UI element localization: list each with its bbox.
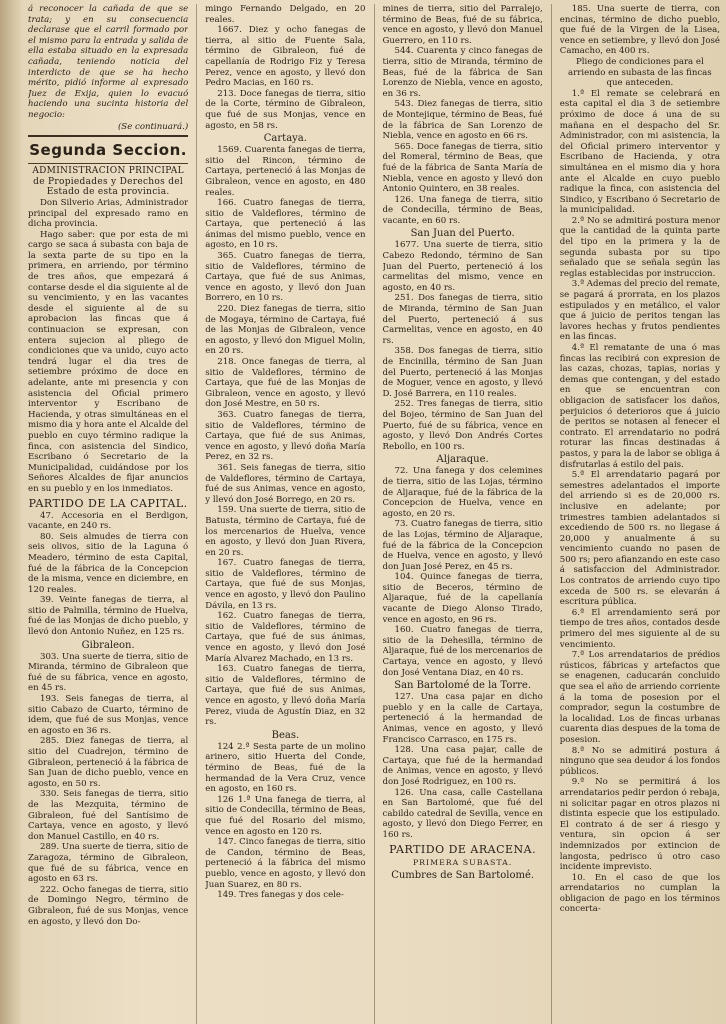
town-heading: San Juan del Puerto.: [410, 228, 515, 240]
listing-entry: 1667. Diez y ocho fanegas de tierra, al sitio de Fuente Sala, término de Gibraleon, fué de capellanía de Rodrigo Fiz y Teresa Perez, vence en agosto, y llevó don Pedro Macias, en 160 rs.: [205, 25, 366, 89]
admin-title: ADMINISTRACION PRINCIPAL de Propiedades y Derechos del Estado de esta provincia.: [32, 166, 184, 198]
column-3: [383, 4, 543, 1024]
listing-entry: 104. Quince fanegas de tierra, sitio de Beceros, término de Aljaraque, fué de la capellanía vacante de Diego Alonso Tirado, vence en agosto, en 96 rs.: [382, 572, 543, 625]
listing-entry: 47. Accesoria en el Berdigon, vacante, en 240 rs.: [28, 510, 189, 532]
partido-heading: PARTIDO DE ARACENA.: [389, 842, 537, 856]
listing-entry: 166. Cuatro fanegas de tierra, sitio de Valdeflores, término de Cartaya, que perteneció á las ánimas del mismo pueblo, vence en agosto, en 10 rs.: [205, 198, 366, 251]
condition-paragraph: 9.ª No se permitirá á los arrendatarios pedir perdon ó rebaja, ni solicitar pagar en otros plazos ni distinta especie que los estipulado. El contrato á de ser á riesgo y ventura, sin opcion á ser indemnizados por extincion de langosta, pedrisco ú otro caso incidente imprevisto.: [559, 777, 720, 873]
listing-entry: 167. Cuatro fanegas de tierra, sitio de Valdeflores, término de Cartaya, que fué de sus Monjas, vence en agosto, y llevó don Paulino Dávila, en 13 rs.: [205, 558, 366, 611]
listing-entry: 126. Una casa, calle Castellana en San Bartolomé, que fué del cabildo catedral de Sevilla, vence en agosto, y llevó don Diego Ferrer, en 160 rs.: [382, 787, 543, 840]
listing-entry: 222. Ocho fanegas de tierra, sitio de Domingo Negro, término de Gibraleon, fué de sus Monjas, vence en agosto, y llevó don Do-: [28, 884, 189, 927]
listing-entry: 365. Cuatro fanegas de tierra, sitio de Valdeflores, término de Cartaya, que fué de sus Animas, vence en agosto, y llevó don Juan Borrero, en 10 rs.: [205, 251, 366, 304]
listing-entry: 358. Dos fanegas de tierra, sitio de Encinilla, término de San Juan del Puerto, perteneció á las Monjas de Moguer, vence en agosto, y llevó D. José Barrera, en 110 reales.: [382, 346, 543, 399]
listing-entry: 126 1.ª Una fanega de tierra, al sitio de Condecilla, término de Beas, que fué del Rosario del mismo, vence en agosto en 120 rs.: [205, 794, 366, 837]
listing-entry: 163. Cuatro fanegas de tierra, sitio de Valdeflores, término de Cartaya, que fué de sus Animas, vence en agosto, y llevó doña María Perez, viuda de Agustín Diaz, en 32 rs.: [205, 664, 366, 728]
column-4: [560, 4, 720, 1024]
town-heading: Beas.: [271, 729, 300, 741]
column-1: [28, 4, 188, 1024]
listing-entry: 361. Seis fanegas de tierra, sitio de Valdeflores, término de Cartaya, fué de sus Animas, vence en agosto, y llevó don José Borrego, en 20 rs.: [205, 462, 366, 505]
subasta-heading: PRIMERA SUBASTA.: [412, 857, 513, 867]
condition-paragraph: 8.ª No se admitirá postura á ninguno que sea deudor á los fondos públicos.: [559, 745, 720, 777]
listing-entry: 251. Dos fanegas de tierra, sitio de Miranda, término de San Juan del Puerto, perteneció á sus Carmelitas, vence en agosto, en 40 rs.: [382, 293, 543, 346]
listing-entry: 565. Doce fanegas de tierra, sitio del Romeral, término de Beas, que fué de la fábrica de Santa María de Niebla, vence en agosto y llevó don Antonio Quintero, en 38 reales.: [382, 141, 543, 195]
town-heading: San Bartolomé de la Torre.: [394, 680, 532, 692]
listing-entry: 285. Diez fanegas de tierra, al sitio del Cuadrejon, término de Gibraleon, perteneció á la fábrica de San Juan de dicho pueblo, vence en agosto, en 50 rs.: [28, 736, 189, 789]
listing-entry: 193. Seis fanegas de tierra, al sitio Cabazo de Cuarto, término de idem, que fué de sus Monjas, vence en agosto en 36 rs.: [28, 694, 189, 736]
listing-entry: 252. Tres fanegas de tierra, sitio del Bojeo, término de San Juan del Puerto, fué de su fábrica, vence en agosto, y llevó Don Andrés Cortes Rebollo, en 100 rs.: [382, 399, 543, 452]
listing-entry: 363. Cuatro fanegas de tierra, sitio de Valdeflores, término de Cartaya, que fué de sus Animas, vence en agosto, y llevó doña María Perez, en 32 rs.: [205, 409, 366, 463]
section-rule: [28, 163, 188, 164]
listing-entry: 72. Una fanega y dos celemines de tierra, sitio de las Lojas, término de Aljaraque, fué de la fábrica de la Concepcion de Huelva, vence en agosto, en 20 rs.: [382, 466, 543, 519]
listing-entry: 162. Cuatro fanegas de tierra, sitio de Valdeflores, término de Cartaya, que fué de sus ánimas, vence en agosto, y llevó don José María Alvarez Machado, en 13 rs.: [205, 611, 366, 664]
listing-entry: 544. Cuarenta y cinco fanegas de tierra, sitio de Miranda, término de Beas, fué de la fábrica de San Lorenzo de Niebla, vence en agosto, en 36 rs.: [382, 46, 543, 99]
listing-entry: 303. Una suerte de tierra, sitio de Miranda, término de Gibraleon que fué de su fábrica, vence en agosto, en 45 rs.: [28, 651, 189, 694]
listing-entry: 159. Una suerte de tierra, sitio de Batusta, término de Cartaya, fué de los mercenarios de Huelva, vence en agosto, y llevó don Juan Rivera, en 20 rs.: [205, 505, 366, 558]
listing-entry: 80. Seis almudes de tierra con seis olivos, sitio de la Laguna ó Meadero, término de esta Capital, fué de la fábrica de la Concepcion de la misma, vence en diciembre, en 120 reales.: [28, 531, 189, 595]
listing-entry: 1677. Una suerte de tierra, sitio Cabezo Redondo, término de San Juan del Puerto, perteneció á los carmelitas del mismo, vence en agosto, en 40 rs.: [382, 240, 543, 293]
intro-paragraph: á reconocer la cañada de que se trata; y en su consecuencia declarase que el carril formado por el mismo para la entrada y salida de ella estaba situado en la expresada cañada, teniendo noticia del interdicto de que se ha hecho mérito, pidió informe al expresado Juez de Exija, quien lo evacuó haciendo una sucinta historia del negocio:: [28, 4, 189, 120]
listing-entry: 543. Diez fanegas de tierra, sitio de Montejique, término de Beas, fué de la fábrica de San Lorenzo de Niebla, vence en agosto en 66 rs.: [382, 99, 543, 142]
listing-entry: 73. Cuatro fanegas de tierra, sitio de las Lojas, término de Aljaraque, fué de la fábrica de la Concepcion de Huelva, vence en agosto, y llevó don Juan José Perez, en 45 rs.: [382, 519, 543, 572]
listing-entry: 39. Veinte fanegas de tierra, al sitio de Palmilla, término de Huelva, fué de las Monjas de dicho pueblo, y llevó don Antonio Nuñez, en 125 rs.: [28, 595, 189, 638]
listing-entry: 126. Una fanega de tierra, sitio de Condecilla, término de Beas, vacante, en 60 rs.: [382, 194, 543, 226]
listing-entry: mines de tierra, sitio del Parralejo, término de Beas, fué de su fábrica, vence en agosto, y llevó don Manuel Guerrero, en 110 rs.: [382, 4, 543, 46]
listing-entry: 213. Doce fanegas de tierra, sitio de la Corte, término de Gibraleon, que fué de sus Monjas, vence en agosto, en 58 rs.: [205, 88, 366, 131]
listing-entry: 218. Once fanegas de tierra, al sitio de Valdeflores, término de Cartaya, que fué de las Monjas de Gibraleon, vence en agosto, y llevó don José Mestre, en 50 rs.: [205, 357, 366, 410]
listing-entry: 289. Una suerte de tierra, sitio de Zaragoza, término de Gibraleon, que fué de su fábrica, vence en agosto en 63 rs.: [28, 842, 189, 885]
town-heading: Gibraleon.: [81, 639, 135, 651]
column-2: [205, 4, 365, 1024]
section-divider: [28, 135, 188, 137]
partido-heading: PARTIDO DE LA CAPITAL.: [28, 496, 188, 510]
listing-entry: 128. Una casa pajar, calle de Cartaya, que fué de la hermandad de Animas, vence en agosto, y llevó don José Rodriguez, en 100 rs.: [382, 745, 543, 787]
condition-paragraph: 4.ª El rematante de una ó mas fincas las recibirá con expresion de las cazas, chozas, tapias, norias y demas que contengan, y del estado en que se encuentran con obligacion de satisfacer los daños, perjuicios ó deterioros que á juicio de peritos se notasen al fenecer el contrato. El arrendatario no podrá roturar las fincas destinadas á pastos, y para la de labor se obliga á disfrutarlas á estilo del pais.: [559, 343, 720, 470]
column-rule: [374, 4, 375, 1024]
column-rule: [196, 4, 197, 1024]
listing-entry: 160. Cuatro fanegas de tierra, sitio de la Dehesilla, término de Aljaraque, fué de los mercenarios de Cartaya, vence en agosto, y llevó don José Ventana Diaz, en 40 rs.: [382, 625, 543, 678]
listing-entry: 185. Una suerte de tierra, con encinas, término de dicho pueblo, que fué de la Virgen de la Lisea, vence en setiembre, y llevó don José Camacho, en 400 rs.: [559, 4, 720, 57]
condition-paragraph: 3.ª Ademas del precio del remate, se pagará á prorrata, en los plazos estipulados y en metálico, el valor que á juicio de peritos tengan las lavores hechas y frutos pendientes en las fincas.: [559, 279, 720, 343]
condition-paragraph: 1.ª El remate se celebrará en esta capital el dia 3 de setiembre próximo de doce á una de su mañana en el despacho del Sr. Administrador, con mi asistencia, la del Oficial primero interventor y Escribano de Hacienda, y otra simultánea en el mismo dia y hora ante el Alcalde en cuyo pueblo radique la finca, con asistencia del Sindico, y Escribano ó Secretario de la municipalidad.: [559, 88, 720, 216]
listing-entry: 330. Seis fanegas de tierra, sitio de las Mezquita, término de Gibraleon, fué del Santísimo de Cartaya, vence en agosto, y llevó don Manuel Castillo, en 40 rs.: [28, 789, 189, 842]
listing-entry: 147. Cinco fanegas de tierra, sitio de Candon, término de Beas, perteneció á la fábrica del mismo pueblo, vence en agosto, y llevó don Juan Suarez, en 80 rs.: [205, 837, 366, 890]
town-heading: Cartaya.: [263, 133, 307, 145]
town-heading: Aljaraque.: [436, 454, 489, 466]
section-title: Segunda Seccion.: [29, 141, 187, 160]
listing-entry: 220. Diez fanegas de tierra, sitio de Mogaya, término de Cartaya, fué de las Monjas de Gibraleon, vence en agosto, y llevó don Miguel Molin, en 20 rs.: [205, 304, 366, 357]
condition-paragraph: 7.ª Los arrendatarios de prédios rústicos, fábricas y artefactos que se enagenen, caducarán concluido que sea el año de arriendo corriente á la toma de posesion por el comprador, segun la costumbre de la localidad. Los de fincas urbanas cuarenta dias despues de la toma de posesion.: [559, 650, 720, 745]
listing-entry: 1569. Cuarenta fanegas de tierra, sitio del Rincon, término de Cartaya, perteneció á las Monjas de Gibraleon, vence en agosto, en 480 reales.: [205, 145, 366, 198]
condition-paragraph: 6.ª El arrendamiento será por tiempo de tres años, contados desde primero del mes siguiente al de su vencimiento.: [559, 607, 720, 650]
condition-paragraph: 10. En el caso de que los arrendatarios no cumplan la obligacion de pago en los términos concerta-: [559, 872, 720, 915]
listing-entry: 127. Una casa pajar en dicho pueblo y en la calle de Cartaya, perteneció á la hermandad de Animas, vence en agosto, y llevó Francisco Carrasco, en 175 rs.: [382, 692, 543, 745]
condition-paragraph: 2.ª No se admitirá postura menor que la cantidad de la quinta parte del tipo en la primera y la de segunda subasta por su tipo señalado que se señala según las reglas establecidas por instruccion.: [559, 215, 720, 279]
condition-paragraph: 5.ª El arrendatario pagará por semestres adelantados el importe del arriendo si es de 20,000 rs. inclusive en adelante; por trimestres tambien adelantados si excediendo de 500 rs. no llegase á 20,000 y anualmente á su vencimiento cuando no pasen de 500 rs; pero afianzando en este caso á satisfaccion del Administrador. Los contratos de arriendo cuyo tipo exceda de 500 rs. se elevarán á escritura pública.: [559, 470, 720, 608]
continued-note: (Se continuará.): [117, 121, 189, 132]
listing-entry: 124 2.ª Sesta parte de un molino arinero, sitio Huerta del Conde, término de Beas, fué de la hermandad de la Vera Cruz, vence en agosto, en 160 rs.: [205, 741, 366, 795]
decree-paragraph: Don Silverio Arias, Administrador principal del expresado ramo en dicha provincia.: [28, 197, 189, 230]
page-fold-shadow: [0, 0, 22, 1024]
pliego-title: Pliego de condiciones para el arriendo en subasta de las fincas que anteceden.: [568, 56, 712, 89]
columns: [28, 4, 720, 1024]
decree-paragraph: Hago saber: que por esta de mi cargo se saca á subasta con baja de la sexta parte de su tipo en la primera, en arriendo, por término de tres años, que empezará á contarse desde el dia siguiente al de su vencimiento, y en las vacantes desde el siguiente al de su aprobacion las fincas que á continuacion se expresan, con entera sujecion al pliego de condiciones que va unido, cuyo acto tendrá lugar el dia tres de setiembre próximo de doce en adelante, ante mi presencia y con asistencia del Oficial primero interventor y Escribano de Hacienda, y otras simultáneas en el mismo dia y hora ante el Alcalde del pueblo en cuyo término radique la finca, con asistencia del Sindico, Escribano ó Secretario de la Municipalidad, cuidándose por los Señores Alcaldes de fijar anuncios en su pueblo y en los inmediatos.: [28, 229, 189, 494]
listing-entry: mingo Fernando Delgado, en 20 reales.: [205, 4, 366, 25]
town-heading: Cumbres de San Bartolomé.: [391, 870, 535, 882]
listing-entry: 149. Tres fanegas y dos cele-: [217, 890, 344, 901]
column-rule: [551, 4, 552, 1024]
